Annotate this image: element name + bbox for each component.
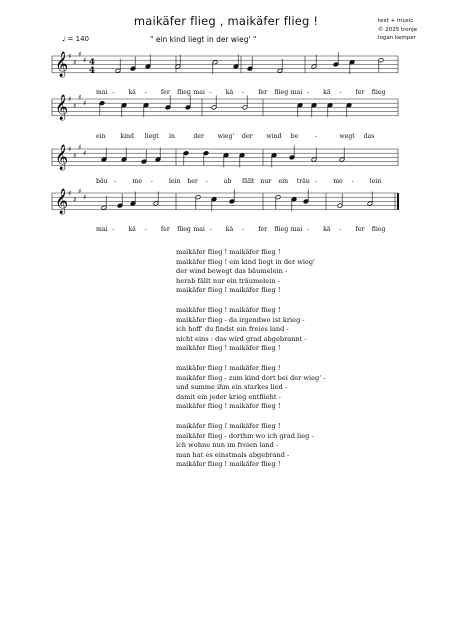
lyric-syllable: - <box>144 89 147 96</box>
lyric-syllable: in <box>169 133 175 140</box>
lyric-syllable: kä <box>323 89 331 96</box>
credit-line: logan kemper <box>378 35 416 41</box>
sharp-icon: ♯ <box>68 189 72 198</box>
poem-line: und summe ihm ein starkes lied - <box>176 383 288 392</box>
sharp-icon: ♯ <box>68 145 72 154</box>
lyric-syllable: kä <box>225 89 234 96</box>
lyric-syllable: - <box>242 226 245 233</box>
lyric-syllable: ein <box>278 178 289 185</box>
poem-line: maikäfer flieg ! ein kind liegt in der wieg' <box>176 257 315 266</box>
sharp-icon: ♯ <box>73 151 77 160</box>
lyric-syllable: kä <box>225 226 234 233</box>
stanza-gap <box>176 296 325 306</box>
poem-line: der wind bewegt das bäumelein - <box>176 267 288 276</box>
lyric-syllable: - <box>112 89 115 96</box>
stanza-gap <box>176 354 325 364</box>
lyric-syllable: fer <box>258 226 268 233</box>
sharp-icon: ♯ <box>73 195 77 204</box>
lyric-syllable: - <box>242 89 245 96</box>
poem-line: man hat es einstmals abgebrand - <box>176 450 290 459</box>
lyric-syllable: - <box>315 133 318 140</box>
lyric-syllable: flieg <box>177 89 191 96</box>
lyric-syllable: fer <box>355 89 365 96</box>
poem-line: maikäfer flieg ! maikäfer flieg ! <box>176 248 281 256</box>
lyric-syllable: der <box>242 133 253 140</box>
lyric-syllable: - <box>209 89 212 96</box>
lyric-syllable: - <box>339 89 342 96</box>
sharp-icon: ♯ <box>78 143 82 152</box>
poem-line: maikäfer flieg ! maikäfer flieg ! <box>176 344 281 353</box>
lyric-syllable: lein <box>169 178 181 185</box>
lyric-syllable: wind <box>266 133 282 140</box>
poem-line: nicht eins : das wird grad abgebrannt - <box>176 334 307 343</box>
sharp-icon: ♯ <box>78 50 82 59</box>
sharp-icon: ♯ <box>83 149 87 158</box>
lyric-syllable: fällt <box>242 178 255 185</box>
sharp-icon: ♯ <box>83 99 87 108</box>
lyric-syllable: - <box>114 178 117 185</box>
lyric-syllable: träu <box>296 178 310 185</box>
sharp-icon: ♯ <box>83 56 87 65</box>
poem-line: maikäfer flieg ! maikäfer flieg ! <box>176 286 281 295</box>
lyric-syllable: fer <box>160 89 170 96</box>
poem-line: ich wohne nun im freien land - <box>176 441 279 450</box>
treble-clef-icon: 𝄞 <box>55 189 69 214</box>
lyric-syllable: her <box>187 178 198 185</box>
lyric-syllable: bäu <box>96 178 108 185</box>
music-score <box>0 0 452 240</box>
poem-line: maikäfer flieg ! maikäfer flieg ! <box>176 363 281 372</box>
song-subtitle: " ein kind liegt in der wieg' " <box>150 35 257 44</box>
song-title: maikäfer flieg , maikäfer flieg ! <box>133 14 319 28</box>
time-signature-top: 4 <box>89 57 95 68</box>
lyric-syllable: mai <box>193 226 205 233</box>
poem-line: maikäfer flieg ! maikäfer flieg ! <box>176 402 281 411</box>
lyric-syllable: - <box>144 226 147 233</box>
lyric-syllable: - <box>209 226 212 233</box>
lyric-syllable: fer <box>258 89 268 96</box>
lyric-syllable: kä <box>323 226 331 233</box>
lyric-syllable: mai <box>290 226 303 233</box>
lyric-syllable: fer <box>160 226 170 233</box>
time-signature-bottom: 4 <box>89 65 95 76</box>
lyric-syllable: lein <box>369 178 382 185</box>
lyric-syllable: - <box>315 178 318 185</box>
stanza-gap <box>176 412 325 422</box>
lyric-syllable: liegt <box>144 133 159 140</box>
lyric-syllable: kind <box>120 133 135 140</box>
lyric-syllable: flieg <box>371 89 386 96</box>
lyric-syllable: ab <box>223 178 232 185</box>
lyric-syllable: wegt <box>339 133 355 140</box>
lyric-syllable: flieg <box>371 226 386 233</box>
treble-clef-icon: 𝄞 <box>55 95 69 120</box>
lyric-syllable: das <box>363 133 375 140</box>
lyric-syllable: fer <box>355 226 365 233</box>
sharp-icon: ♯ <box>78 93 82 102</box>
lyric-syllable: mai <box>96 226 108 233</box>
lyric-syllable: kä <box>128 89 136 96</box>
lyric-syllable: flieg <box>274 89 289 96</box>
poem-line: maikäfer flieg ! maikäfer flieg ! <box>176 305 281 314</box>
lyric-syllable: mai <box>290 89 303 96</box>
lyric-syllable: - <box>150 178 153 185</box>
lyric-syllable: nur <box>260 178 272 185</box>
lyric-syllable: - <box>205 178 208 185</box>
lyric-syllable: der <box>193 133 204 140</box>
credit-line: © 2025 tronje <box>378 26 418 33</box>
lyric-syllable: be <box>290 133 299 140</box>
poem-line: maikäfer flieg - dorthin wo ich grad lieg - <box>176 431 314 440</box>
sharp-icon: ♯ <box>78 187 82 196</box>
treble-clef-icon: 𝄞 <box>55 52 69 77</box>
credit-line: text + music <box>378 18 414 24</box>
lyric-syllable: me <box>333 178 343 185</box>
poem-text <box>176 248 325 470</box>
lyric-syllable: - <box>351 178 354 185</box>
tempo-marking: ♩ = 140 <box>62 35 89 43</box>
poem-line: maikäfer flieg ! maikäfer flieg ! <box>176 460 281 469</box>
sharp-icon: ♯ <box>83 193 87 202</box>
sharp-icon: ♯ <box>73 101 77 110</box>
lyric-syllable: mai <box>96 89 108 96</box>
lyric-syllable: flieg <box>177 226 191 233</box>
lyric-syllable: - <box>339 226 342 233</box>
poem-line: maikäfer flieg - da irgendwo ist krieg - <box>176 315 305 324</box>
sharp-icon: ♯ <box>68 95 72 104</box>
lyric-syllable: me <box>132 178 143 185</box>
poem-line: ich hoff' du findst ein freies land - <box>176 325 289 334</box>
sharp-icon: ♯ <box>73 58 77 67</box>
poem-line: maikäfer flieg - zum kind dort bei der wieg' - <box>176 373 326 382</box>
lyric-syllable: ein <box>96 133 106 140</box>
lyric-syllable: - <box>306 89 309 96</box>
lyric-syllable: kä <box>128 226 136 233</box>
lyric-syllable: - <box>112 226 115 233</box>
treble-clef-icon: 𝄞 <box>55 145 69 170</box>
lyric-syllable: flieg <box>274 226 289 233</box>
sharp-icon: ♯ <box>68 52 72 61</box>
poem-line: damit ein jeder krieg entflieht - <box>176 392 281 401</box>
lyric-syllable: wieg' <box>217 133 235 140</box>
poem-line: maikäfer flieg ! maikäfer flieg ! <box>176 421 281 430</box>
lyric-syllable: - <box>306 226 309 233</box>
poem-line: herab fällt nur ein träumelein - <box>176 276 280 285</box>
lyric-syllable: mai <box>193 89 205 96</box>
